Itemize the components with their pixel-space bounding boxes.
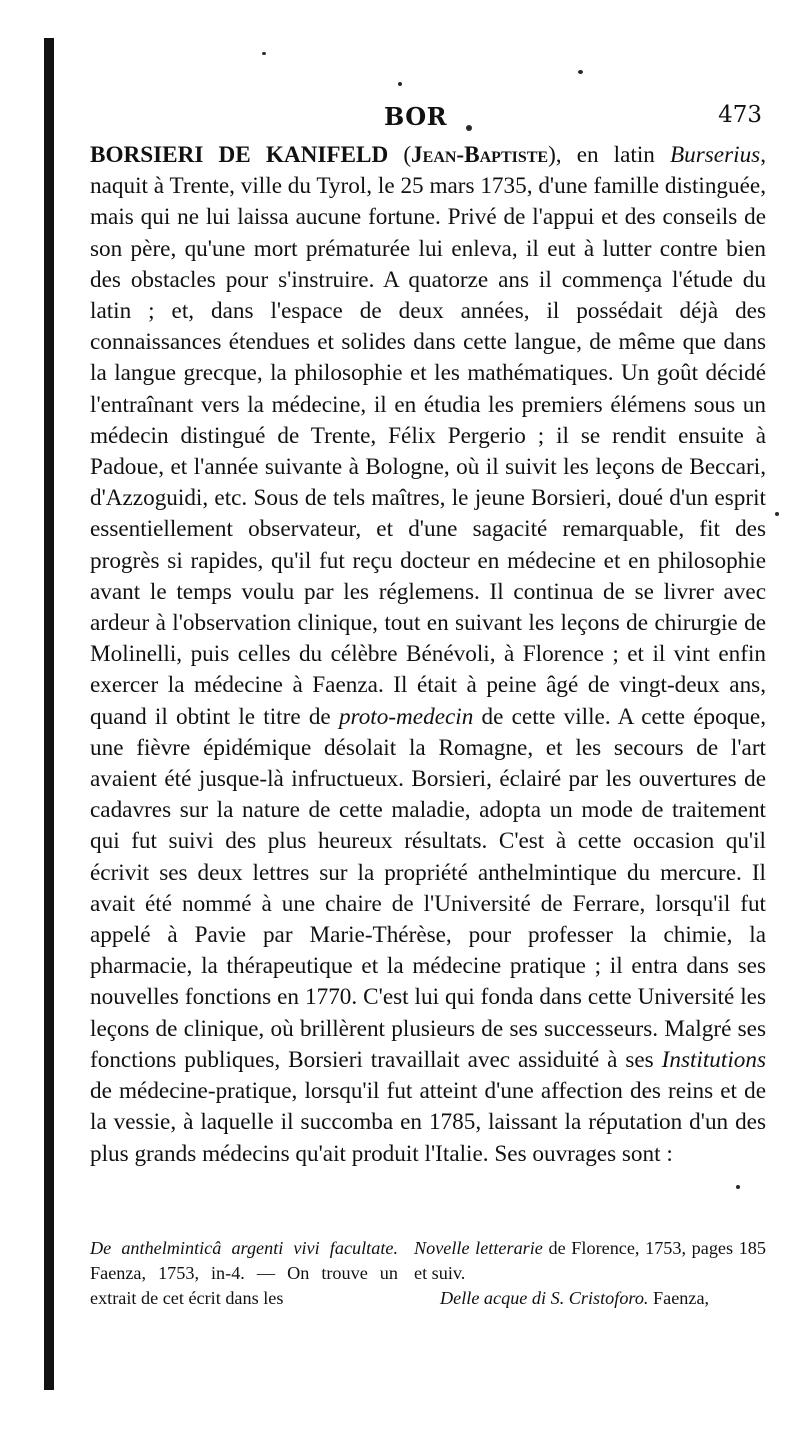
scan-speck [398, 82, 402, 86]
work-item [414, 1236, 766, 1286]
works-column-left [90, 1236, 398, 1311]
work-title: Novelle letterarie [414, 1238, 543, 1258]
entry-latin-intro: ), en latin [548, 142, 670, 168]
entry-body-part-2: de cette ville. A cette époque, une fièvre épidémique désolait la Romagne, et les secours de l'art avaient été jusque-là infructueux. Borsieri, éclairé par les ouvertures de cadavres sur la nature de cette maladie, adopta un mode de traitement qui fut suivi des plus heureux résultats. C'est à cette occasion qu'il écrivit ses deux lettres sur la propriété anthelmintique du mercure. Il avait été nommé à une chaire de l'Université de Ferrare, lorsqu'il fut appelé à Pavie par Marie-Thérèse, pour professer la chimie, la pharmacie, la thérapeutique et la médecine pratique ; il entra dans ses nouvelles fonctions en 1770. C'est lui qui fonda dans cette Université les leçons de clinique, où brillèrent plusieurs de ses successeurs. Malgré ses fonctions publiques, Borsieri travaillait avec assiduité à ses [90, 703, 766, 1073]
scan-speck [262, 52, 266, 55]
entry-given-names: Jean-Baptiste [411, 142, 549, 168]
entry-latin-name: Burserius [670, 142, 761, 168]
work-title: Delle acque di S. Cristoforo. [440, 1288, 649, 1308]
running-head [92, 102, 768, 136]
entry-body-part-1: , naquit à Trente, ville du Tyrol, le 25 mars 1735, d'une famille distinguée, mais qui ne lui laissa aucune fortune. Privé de l'appui et des conseils de son père, qu'une mort prématurée lui enleva, il eut à lutter contre bien des obstacles pour s'instruire. A quatorze ans il commença l'étude du latin ; et, dans l'espace de deux années, il possédait déjà des connaissances étendues et solides dans cette langue, de même que dans la langue grecque, la philosophie et les mathématiques. Un goût décidé l'entraînant vers la médecine, il en étudia les premiers élémens sous un médecin distingué de Trente, Félix Pergerio ; il se rendit ensuite à Padoue, et l'année suivante à Bologne, où il suivit les leçons de Beccari, d'Azzoguidi, etc. Sous de tels maîtres, le jeune Borsieri, doué d'un esprit essentiellement observateur, et d'une sagacité remarquable, fit des progrès si rapides, qu'il fut reçu docteur en médecine et en philosophie avant le temps voulu par les réglemens. Il continua de se livrer avec ardeur à l'observation clinique, tout en suivant les leçons de chirurgie de Molinelli, puis celles du célèbre Bénévoli, à Florence ; et il vint enfin exercer la médecine à Faenza. Il était à peine âgé de vingt-deux ans, quand il obtint le titre de [90, 142, 766, 730]
scan-speck [578, 70, 583, 74]
running-head-word: BOR [384, 102, 448, 131]
works-column-right [414, 1236, 766, 1311]
works-list [90, 1236, 766, 1336]
entry-surname: BORSIERI DE KANIFELD [90, 142, 389, 168]
scan-page-edge [44, 38, 54, 1390]
work-item [414, 1286, 766, 1311]
work-details: Faenza, 1753, in-4. — On trouve un extrait de cet écrit dans les [90, 1263, 398, 1308]
work-title: De anthelminticâ argenti vivi facultate. [90, 1238, 398, 1258]
work-item [90, 1236, 398, 1311]
entry-title-italic: proto-medecin [338, 703, 474, 730]
work-details: Faenza, [648, 1288, 710, 1308]
scan-speck [736, 1185, 740, 1189]
page-number: 473 [718, 102, 762, 128]
entry-work-italic: Institutions [661, 1046, 766, 1073]
entry-body-part-3: de médecine-pratique, lorsqu'il fut atteint d'une affection des reins et de la vessie, à laquelle il succomba en 1785, laissant la réputation d'un des plus grands médecins qu'ait produit l'Italie. Ses ouvrages sont : [90, 1078, 766, 1167]
biography-entry: BORSIERI DE KANIFELD (Jean-Baptiste), en latin Burserius, naquit à Trente, ville du Tyrol, le 25 mars 1735, d'une famille distinguée, mais qui ne lui laissa aucune fortune. Privé de l'appui et des conseils de son père, qu'une mort prématurée lui enleva, il eut à lutter contre bien des obstacles pour s'instruire. A quatorze ans il commença l'étude du latin ; et, dans l'espace de deux années, il possédait déjà des connaissances étendues et solides dans cette langue, de même que dans la langue grecque, la philosophie et les mathématiques. Un goût décidé l'entraînant vers la médecine, il en étudia les premiers élémens sous un médecin distingué de Trente, Félix Pergerio ; il se rendit ensuite à Padoue, et l'année suivante à Bologne, où il suivit les leçons de Beccari, d'Azzoguidi, etc. Sous de tels maîtres, le jeune Borsieri, doué d'un esprit essentiellement observateur, et d'une sagacité remarquable, fit des progrès si rapides, qu'il fut reçu docteur en médecine et en philosophie avant le temps voulu par les réglemens. Il continua de se livrer avec ardeur à l'observation clinique, tout en suivant les leçons de chirurgie de Molinelli, puis celles du célèbre Bénévoli, à Florence ; et il vint enfin exercer la médecine à Faenza. Il était à peine âgé de vingt-deux ans, quand il obtint le titre de proto-medecin de cette ville. A cette époque, une fièvre épidémique désolait la Romagne, et les secours de l'art avaient été jusque-là infructueux. Borsieri, éclairé par les ouvertures de cadavres sur la nature de cette maladie, adopta un mode de traitement qui fut suivi des plus heureux résultats. C'est à cette occasion qu'il écrivit ses deux lettres sur la propriété anthelmintique du mercure. Il avait été nommé à une chaire de l'Université de Ferrare, lorsqu'il fut appelé à Pavie par Marie-Thérèse, pour professer la chimie, la pharmacie, la thérapeutique et la médecine pratique ; il entra dans ses nouvelles fonctions en 1770. C'est lui qui fonda dans cette Université les leçons de clinique, où brillèrent plusieurs de ses successeurs. Malgré ses fonctions publiques, Borsieri travaillait avec assiduité à ses Institutions de médecine-pratique, lorsqu'il fut atteint d'une affection des reins et de la vessie, à laquelle il succomba en 1785, laissant la réputation d'un des plus grands médecins qu'ait produit l'Italie. Ses ouvrages sont : [90, 142, 766, 1167]
scan-speck [775, 512, 779, 516]
work-details: de Florence, 1753, pages 185 et suiv. [414, 1238, 766, 1283]
